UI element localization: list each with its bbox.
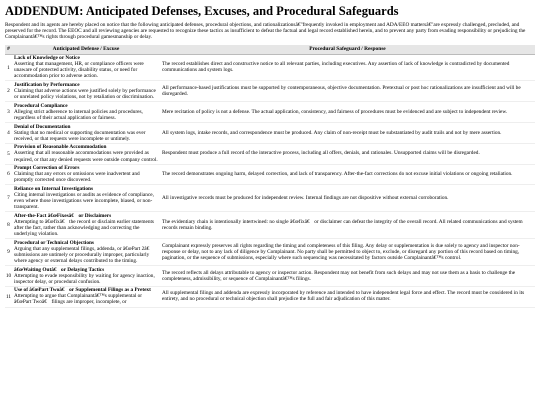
row-number: 4 (5, 123, 12, 144)
table-row (5, 102, 535, 123)
table-row (5, 123, 535, 144)
defense-description: Attempting to argue that Complainantâ€™s supplemental or â€œPart Twoâ€ filings are improper, incomplete, or (14, 293, 143, 306)
defenses-table (5, 45, 535, 308)
defense-title: After-the-Fact â€œFixesâ€ or Disclaimers (14, 212, 112, 219)
safeguard-response: The evidentiary chain is intentionally intertwined: no single â€œfixâ€ or disclaimer can defeat the integrity of the overall record. All related communications and system records remain binding. (160, 212, 535, 239)
defense-cell (12, 54, 160, 81)
row-number: 6 (5, 164, 12, 185)
defense-description: Citing internal investigations or audits as evidence of compliance, even where those investigations were incomplete, biased, or non-transparent. (14, 191, 154, 211)
row-number: 11 (5, 286, 12, 307)
row-number: 3 (5, 102, 12, 123)
table-row (5, 266, 535, 287)
table-row (5, 81, 535, 102)
safeguard-response: The record establishes direct and constructive notice to all relevant parties, including executives. Any assertion of lack of knowledge is contradicted by documented communications and system logs. (160, 54, 535, 81)
defense-title: Prompt Correction of Errors (14, 165, 80, 172)
defense-title: â€œWaiting Outâ€ or Delaying Tactics (14, 266, 105, 273)
row-number: 9 (5, 239, 12, 266)
defense-title: Procedural Compliance (14, 102, 68, 109)
defense-title: Use of â€œPart Twoâ€ or Supplemental Filings as a Pretext (14, 287, 151, 294)
table-row (5, 239, 535, 266)
header-defense: Anticipated Defense / Excuse (12, 45, 160, 55)
defense-description: Stating that no medical or supporting documentation was ever received, or that requests were incomplete or untimely. (14, 129, 146, 142)
defense-description: Asserting that management, HR, or compliance officers were unaware of protected activity, disability status, or need for accommodation prior to adverse action. (14, 61, 144, 80)
row-number: 7 (5, 185, 12, 212)
safeguard-response: Complainant expressly preserves all rights regarding the timing and completeness of this filing. Any delay or supplementation is due solely to agency and inspector non-response or delay, not to any lack of diligence by Complainant. No party shall be permitted to object to, exclude, or disregard any portion of this record based on timing, pagination, or the sequence of submissions, especially where such sequencing was necessitated by factors outside Complainantâ€™s control. (160, 239, 535, 266)
row-number: 1 (5, 54, 12, 81)
table-row (5, 143, 535, 164)
safeguard-response: All performance-based justifications must be supported by contemporaneous, objective documentation. Pretextual or post hoc rationalizations are insufficient and will be disregarded. (160, 81, 535, 102)
defense-description: Claiming that adverse actions were justified solely by performance or unrelated policy violations, not by retaliation or discrimination. (14, 88, 156, 101)
defense-cell (12, 81, 160, 102)
defense-title: Lack of Knowledge or Notice (14, 55, 80, 62)
table-header-row (5, 45, 535, 55)
defense-cell (12, 185, 160, 212)
defense-cell (12, 143, 160, 164)
defense-cell (12, 102, 160, 123)
defense-cell (12, 286, 160, 307)
defense-cell (12, 123, 160, 144)
safeguard-response: All supplemental filings and addenda are expressly incorporated by reference and intended to have independent legal force and effect. The record must be considered in its entirety, and no procedural or technical objection shall prejudice the full and fair adjudication of this matter. (160, 286, 535, 307)
row-number: 10 (5, 266, 12, 287)
header-safeguard: Procedural Safeguard / Response (160, 45, 535, 55)
intro-paragraph: Respondent and its agents are hereby placed on notice that the following anticipated defenses, procedural objections, and rationalizationsâ€"frequently invoked in employment and ADA/EEO mattersâ€"are expressly challenged, precluded, and preserved for the record. The EEOC and all reviewing agencies are requested to recognize these tactics as insufficient to defeat the factual and legal record established herein, and to prevent any party from evading responsibility or prejudicing the Complainantâ€™s rights through procedural gamesmanship or delay. (5, 22, 526, 41)
defense-cell (12, 164, 160, 185)
safeguard-response: The record demonstrates ongoing harm, delayed correction, and lack of transparency. After-the-fact corrections do not excuse initial violations or ongoing retaliation. (160, 164, 535, 185)
defense-cell (12, 212, 160, 239)
defense-description: Attempting to â€œfixâ€ the record or disclaim earlier statements after the fact, rather than acknowledging and correcting the underlying violation. (14, 218, 154, 238)
table-row (5, 54, 535, 81)
defense-description: Alleging strict adherence to internal policies and procedures, regardless of their actual application or fairness. (14, 108, 143, 121)
safeguard-response: All system logs, intake records, and correspondence must be produced. Any claim of non-receipt must be substantiated by audit trails and not by mere assertion. (160, 123, 535, 144)
defense-title: Reliance on Internal Investigations (14, 185, 94, 192)
defense-description: Claiming that any errors or omissions were inadvertent and promptly corrected once discovered. (14, 171, 140, 184)
safeguard-response: Mere recitation of policy is not a defense. The actual application, consistency, and fairness of procedures must be evidenced and are subject to independent review. (160, 102, 535, 123)
row-number: 5 (5, 143, 12, 164)
defense-cell (12, 239, 160, 266)
defense-description: Asserting that all reasonable accommodations were provided as required, or that any denied requests were outside company control. (14, 150, 158, 163)
document-title: ADDENDUM: Anticipated Defenses, Excuses, and Procedural Safeguards (5, 4, 399, 18)
table-row (5, 286, 535, 307)
defense-title: Procedural or Technical Objections (14, 239, 94, 246)
safeguard-response: The record reflects all delays attributable to agency or inspector action. Respondent may not benefit from such delays and may not use them as a basis to challenge the completeness, admissibility, or sequence of Complainantâ€™s filings. (160, 266, 535, 287)
table-row (5, 185, 535, 212)
defense-title: Denial of Documentation (14, 123, 71, 130)
defense-title: Provision of Reasonable Accommodation (14, 144, 107, 151)
safeguard-response: All investigative records must be produced for independent review. Internal findings are not dispositive without external corroboration. (160, 185, 535, 212)
row-number: 2 (5, 81, 12, 102)
defense-description: Attempting to evade responsibility by waiting for agency inaction, inspector delay, or procedural confusion. (14, 272, 155, 285)
table-row (5, 164, 535, 185)
table-row (5, 212, 535, 239)
header-number: # (5, 45, 12, 55)
defense-description: Arguing that any supplemental filings, addenda, or â€œPart 2â€ submissions are untimely or procedurally improper, particularly where agency or external delays contributed to the timing. (14, 245, 153, 264)
defense-title: Justification by Performance (14, 81, 80, 88)
safeguard-response: Respondent must produce a full record of the interactive process, including all offers, denials, and rationales. Unsupported claims will be disregarded. (160, 143, 535, 164)
row-number: 8 (5, 212, 12, 239)
defense-cell (12, 266, 160, 287)
